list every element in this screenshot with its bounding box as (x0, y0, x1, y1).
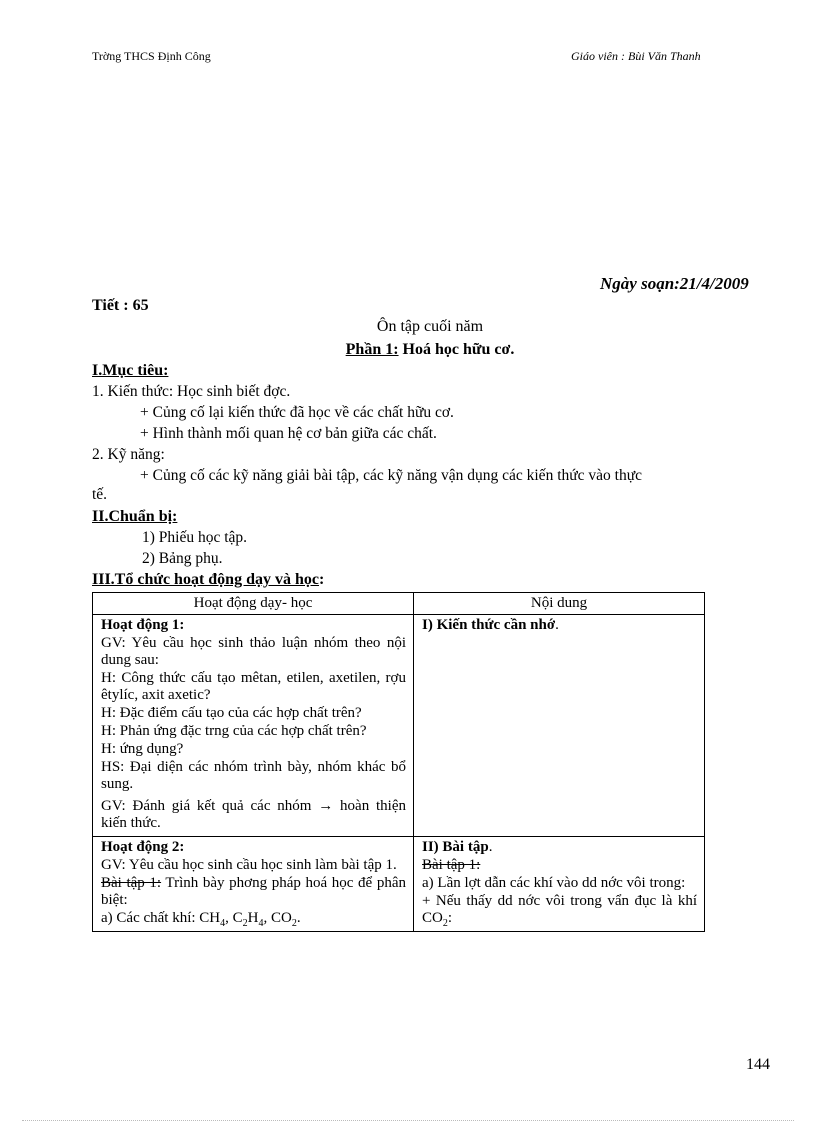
content-line: a) Lần lợt dẫn các khí vào dd nớc vôi trong: (422, 875, 686, 891)
formula-subscript: 4 (258, 918, 264, 929)
objective-line: tế. (92, 486, 108, 503)
activity-line: H: ứng dụng? (101, 741, 184, 757)
activity-1-cell (93, 615, 414, 837)
content-line-text: + Nếu thấy dd nớc vôi trong vẩn đục là khí CO (422, 893, 697, 926)
date-line: Ngày soạn:21/4/2009 (600, 274, 749, 293)
lesson-number: Tiết : 65 (92, 297, 149, 314)
activity-line: H: Công thức cấu tạo mêtan, etilen, axetilen, rợu êtylíc, axit axetic? (101, 670, 406, 703)
activity-line: GV: Đánh giá kết quả các nhóm → hoàn thiện kiến thức. (101, 798, 406, 831)
activity-line: GV: Yêu cầu học sinh thảo luận nhóm theo nội dung sau: (101, 635, 406, 668)
content-1-dot: . (555, 617, 559, 633)
content-line (422, 893, 697, 927)
content-2-title (422, 839, 697, 856)
activity-line: HS: Đại diện các nhóm trình bày, nhóm khác bổ sung. (101, 759, 406, 792)
formula-subscript: 2 (291, 918, 297, 929)
objective-line: 2. Kỹ năng: (92, 446, 165, 463)
activity-line: H: Phản ứng đặc trng của các hợp chất trên? (101, 723, 367, 739)
section-preparation-heading: II.Chuẩn bị: (92, 508, 178, 525)
exercise-1-text (101, 875, 406, 909)
content-1-cell (414, 615, 705, 837)
content-line-end: : (447, 910, 453, 926)
formula-part: . (296, 910, 301, 926)
table-header-row (93, 593, 705, 615)
page-bottom-divider (22, 1120, 794, 1121)
lesson-title: Ôn tập cuối năm (376, 318, 484, 335)
formula-part: , C (225, 910, 243, 926)
section-objectives-heading: I.Mục tiêu: (92, 362, 169, 379)
content-2-dot: . (488, 839, 493, 855)
activity-line: GV: Yêu cầu học sinh cầu học sinh làm bài tập 1. (101, 857, 397, 873)
objective-line: + Củng cố các kỹ năng giải bài tập, các kỹ năng vận dụng các kiến thức vào thực (140, 467, 642, 484)
preparation-item: 2) Bảng phụ. (142, 550, 223, 567)
section-activities-label: III.Tổ chức hoạt động dạy và học (92, 571, 319, 588)
activity-2-cell (93, 837, 414, 932)
page-number: 144 (746, 1056, 770, 1073)
header-teacher: Giáo viên : Bùi Văn Thanh (571, 49, 701, 63)
exercise-1-item-a (101, 910, 406, 927)
section-activities-heading (92, 571, 324, 589)
table-row (93, 615, 705, 837)
content-exercise-label: Bài tập 1: (422, 857, 481, 873)
objective-line: + Củng cố lại kiến thức đã học về các chất hữu cơ. (140, 404, 454, 421)
col-header-activities: Hoạt động dạy- học (93, 593, 414, 615)
header-school: Trờng THCS Định Công (92, 49, 211, 63)
activity-2-title: Hoạt động 2: (101, 839, 185, 855)
formula-part: , CO (263, 910, 292, 926)
lesson-subtitle (0, 341, 816, 359)
objective-line: 1. Kiến thức: Học sinh biết đợc. (92, 383, 291, 400)
col-header-content: Nội dung (414, 593, 705, 615)
subtitle-rest: Hoá học hữu cơ. (398, 341, 515, 358)
exercise-1-body: Trình bày phơng pháp hoá học để phân biệt: (101, 875, 406, 908)
objective-line: + Hình thành mối quan hệ cơ bản giữa các chất. (140, 425, 437, 442)
formula-subscript: 2 (442, 918, 448, 929)
content-1-title: I) Kiến thức cần nhớ (422, 617, 556, 633)
activities-table (92, 592, 705, 932)
section-activities-colon: : (318, 571, 325, 588)
exercise-1-label: Bài tập 1: (101, 875, 162, 891)
formula-subscript: 2 (242, 918, 248, 929)
activity-line: H: Đặc điểm cấu tạo của các hợp chất trên? (101, 705, 362, 721)
subtitle-part: Phần 1: (345, 341, 399, 358)
table-row (93, 837, 705, 932)
activity-1-title: Hoạt động 1: (101, 617, 185, 633)
content-2-title-text: II) Bài tập (422, 839, 489, 855)
formula-part: a) Các chất khí: CH (101, 910, 221, 926)
formula-subscript: 4 (220, 918, 226, 929)
content-2-cell (414, 837, 705, 932)
preparation-item: 1) Phiếu học tập. (142, 529, 248, 546)
formula-part: H (247, 910, 259, 926)
